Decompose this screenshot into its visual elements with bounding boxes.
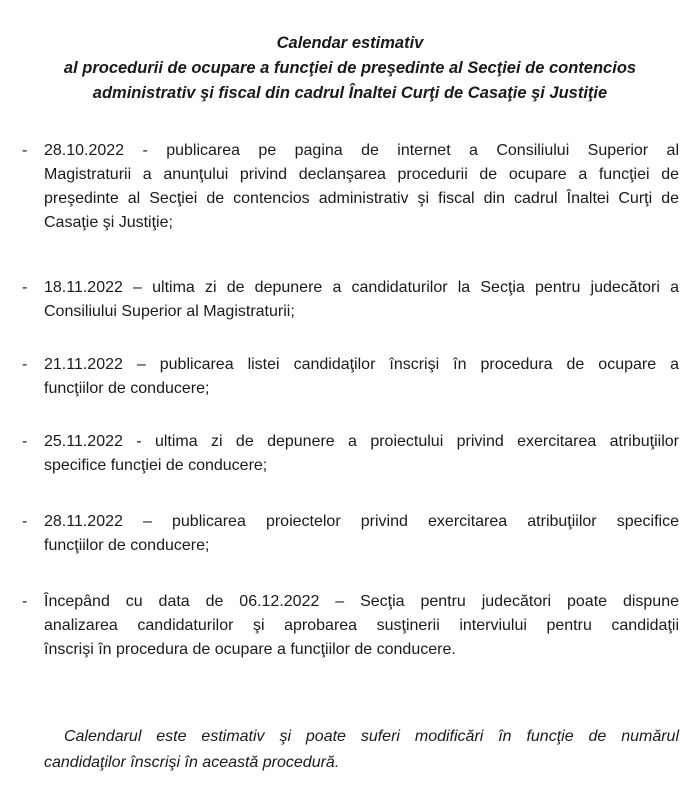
bullet-dash: - [22, 433, 28, 450]
item-line: Consiliului Superior al Magistraturii; [44, 303, 295, 320]
item-text [44, 510, 679, 558]
document-title [40, 31, 660, 106]
item-text [44, 276, 679, 324]
title-line: al procedurii de ocupare a funcţiei de preşedinte al Secţiei de contencios [63, 59, 637, 77]
item-line: analizarea candidaturilor şi aprobarea susţinerii interviului pentru candidaţii [44, 617, 679, 634]
title-line: Calendar estimativ [276, 34, 424, 52]
item-line: funcţiilor de conducere; [44, 380, 210, 397]
item-text [44, 430, 679, 478]
item-line: 18.11.2022 – ultima zi de depunere a candidaturilor la Secţia pentru judecători a [44, 279, 679, 296]
footer-line: Calendarul este estimativ şi poate suferi modificări în funcţie de numărul [64, 728, 679, 745]
item-line: 28.11.2022 – publicarea proiectelor privind exercitarea atribuţiilor specifice [44, 513, 679, 530]
title-line: administrativ şi fiscal din cadrul Înaltei Curţi de Casaţie şi Justiţie [92, 84, 608, 102]
bullet-dash: - [22, 593, 28, 610]
bullet-dash: - [22, 142, 28, 159]
bullet-dash: - [22, 356, 28, 373]
item-line: 25.11.2022 - ultima zi de depunere a proiectului privind exercitarea atribuţiilor [44, 433, 679, 450]
item-line: 21.11.2022 – publicarea listei candidaţilor înscrişi în procedura de ocupare a [44, 356, 679, 373]
item-text [44, 139, 679, 235]
footer-note [44, 724, 679, 776]
bullet-dash: - [22, 513, 28, 530]
item-line: Magistraturii a anunţului privind declanşarea procedurii de ocupare a funcţiei de [44, 166, 679, 183]
footer-line: candidaţilor înscrişi în această procedură. [44, 754, 340, 771]
bullet-dash: - [22, 279, 28, 296]
item-line: 28.10.2022 - publicarea pe pagina de internet a Consiliului Superior al [44, 142, 679, 159]
item-line: funcţiilor de conducere; [44, 537, 210, 554]
item-text [44, 353, 679, 401]
item-text [44, 590, 679, 662]
item-line: Casaţie şi Justiţie; [44, 214, 173, 231]
item-line: specifice funcţiei de conducere; [44, 457, 268, 474]
item-line: preşedinte al Secţiei de contencios administrativ şi fiscal din cadrul Înaltei Curţi de [44, 190, 679, 207]
item-line: Începând cu data de 06.12.2022 – Secţia pentru judecători poate dispune [44, 593, 679, 610]
item-line: înscrişi în procedura de ocupare a funcţiilor de conducere. [44, 641, 456, 658]
